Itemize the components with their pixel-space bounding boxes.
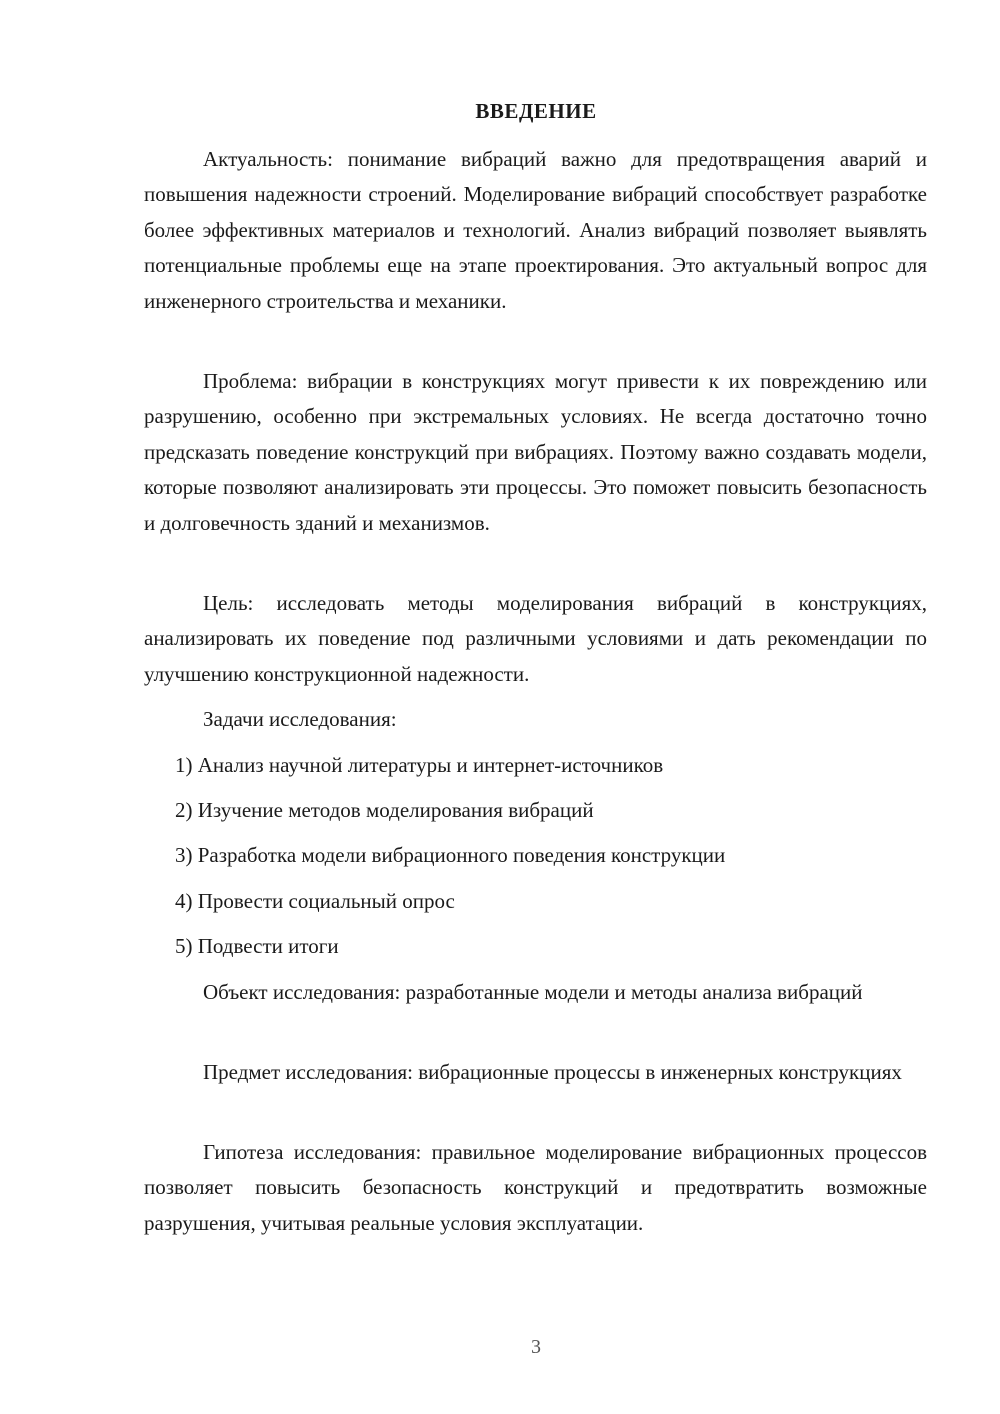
paragraph-goal: Цель: исследовать методы моделирования вибраций в конструкциях, анализировать их поведение под различными условиями и дать рекомендации по улучшению конструкционной надежности.: [144, 591, 927, 686]
paragraph-relevance: Актуальность: понимание вибраций важно для предотвращения аварий и повышения надежности строений. Моделирование вибраций способствует разработке более эффективных материалов и технологий. Анализ вибраций позволяет выявлять потенциальные проблемы еще на этапе проектирования. Это актуальный вопрос для инженерного строительства и механики.: [144, 147, 927, 313]
paragraph-object: Объект исследования: разработанные модели и методы анализа вибраций: [203, 980, 863, 1004]
task-item: 1) Анализ научной литературы и интернет-источников: [175, 753, 664, 777]
page-number: 3: [531, 1336, 541, 1358]
task-item: 4) Провести социальный опрос: [175, 889, 455, 913]
paragraph-subject: Предмет исследования: вибрационные процессы в инженерных конструкциях: [203, 1060, 902, 1084]
paragraph-problem: Проблема: вибрации в конструкциях могут привести к их повреждению или разрушению, особенно при экстремальных условиях. Не всегда достаточно точно предсказать поведение конструкций при вибрациях. Поэтому важно создавать модели, которые позволяют анализировать эти процессы. Это поможет повысить безопасность и долговечность зданий и механизмов.: [144, 369, 927, 535]
section-title: ВВЕДЕНИЕ: [475, 99, 597, 123]
tasks-heading: Задачи исследования:: [203, 707, 397, 731]
paragraph-hypothesis: Гипотеза исследования: правильное моделирование вибрационных процессов позволяет повысить безопасность конструкций и предотвратить возможные разрушения, учитывая реальные условия эксплуатации.: [144, 1140, 927, 1235]
task-item: 2) Изучение методов моделирования вибраций: [175, 798, 594, 822]
task-item: 3) Разработка модели вибрационного поведения конструкции: [175, 843, 726, 867]
task-item: 5) Подвести итоги: [175, 934, 339, 958]
